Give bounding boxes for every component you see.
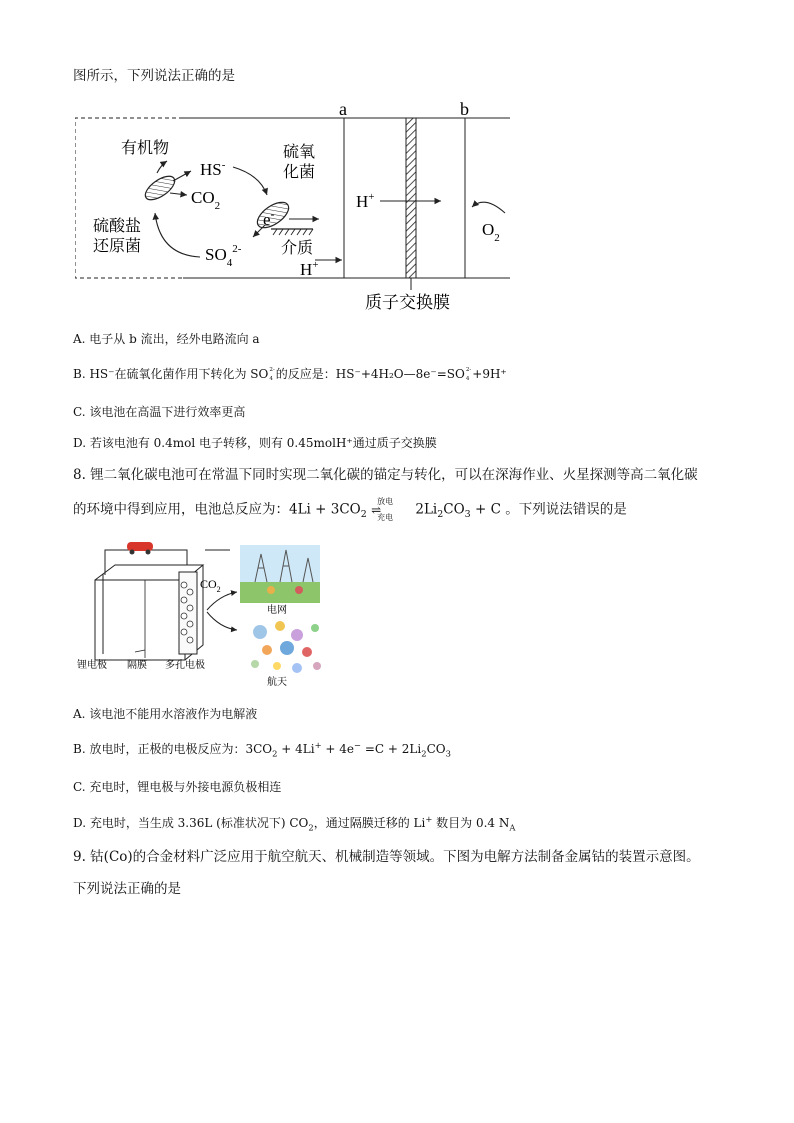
intro-line: 图所示，下列说法正确的是 xyxy=(73,68,235,84)
q7-option-c: C. 该电池在高温下进行效率更高 xyxy=(73,405,246,419)
q9-line-2: 下列说法正确的是 xyxy=(73,881,181,897)
sulfate-bacteria-cell xyxy=(141,172,178,205)
sulfate-bacteria-label-1: 硫酸盐 xyxy=(93,218,142,235)
q8-option-d: D. 充电时，当生成 3.36L (标准状况下) $CO_2$，通过隔膜迁移的 Li+ 数目为 0.4 $N_A$ xyxy=(73,814,516,833)
li-co2-battery-diagram xyxy=(75,540,335,690)
sulfur-ox-label-1: 硫氧 xyxy=(283,144,316,161)
o2-label: $O_2$ xyxy=(482,220,500,244)
power-grid-illustration xyxy=(240,545,320,603)
q7-option-d: D. 若该电池有 0.4mol 电子转移，则有 0.45molH⁺通过质子交换膜 xyxy=(73,436,437,450)
porous-electrode-label: 多孔电极 xyxy=(165,660,205,671)
li-electrode-label: 锂电极 xyxy=(77,660,107,671)
membrane-label: 质子交换膜 xyxy=(365,293,450,312)
medium-label: 介质 xyxy=(281,240,314,257)
q8-option-a: A. 该电池不能用水溶液作为电解液 xyxy=(73,707,258,721)
co2-fig-label: $CO_2$ xyxy=(200,577,221,594)
q8-line-2: 的环境中得到应用，电池总反应为：$4Li + 3CO_2$ 放电 ⇌ 充电 $2Li_2CO_3 + C$ 。下列说法错误的是 xyxy=(73,497,627,523)
e-label: e- xyxy=(263,207,275,229)
q8-line-1: 8. 锂二氧化碳电池可在常温下同时实现二氧化碳的锚定与转化，可以在深海作业、火星探测等高二氧化碳 xyxy=(73,467,698,483)
label-b: b xyxy=(460,99,469,119)
h-mid-label: H+ xyxy=(356,191,375,211)
reversible-arrow: 放电 ⇌ 充电 xyxy=(371,497,394,523)
car-icon xyxy=(127,542,153,555)
h-bottom-label: H+ xyxy=(300,259,319,279)
q8-option-b: B. 放电时，正极的电极反应为：$3CO_2 + 4Li^+ + 4e^- =C + 2Li_2CO_3$ xyxy=(73,740,451,759)
label-a: a xyxy=(339,99,347,119)
sulfur-ox-label-2: 化菌 xyxy=(283,164,316,181)
space-label: 航天 xyxy=(267,677,287,688)
co2-label: $CO_2$ xyxy=(191,188,221,212)
sulfate-bacteria-label-2: 还原菌 xyxy=(93,238,142,255)
q7-option-a: A. 电子从 b 流出，经外电路流向 a xyxy=(73,332,260,346)
q9-line-1: 9. 钴(Co)的合金材料广泛应用于航空航天、机械制造等领域。下图为电解方法制备金属钴的装置示意图。 xyxy=(73,849,700,865)
fuel-cell-diagram xyxy=(75,95,515,315)
proton-exchange-membrane xyxy=(406,118,416,278)
so4-label: $SO_4^{2-}$ xyxy=(205,243,242,269)
q8-option-c: C. 充电时，锂电极与外接电源负极相连 xyxy=(73,780,282,794)
aerospace-illustration xyxy=(251,621,321,673)
q7-option-b: B. HS⁻在硫氧化菌作用下转化为 SO 2- 4 的反应是：HS⁻+4H₂O—8e⁻=SO 2- 4 +9H⁺ xyxy=(73,366,507,382)
hs-label: HS- xyxy=(200,159,226,179)
separator-label: 隔膜 xyxy=(127,660,147,671)
grid-label: 电网 xyxy=(267,605,287,616)
organic-label: 有机物 xyxy=(121,140,170,157)
